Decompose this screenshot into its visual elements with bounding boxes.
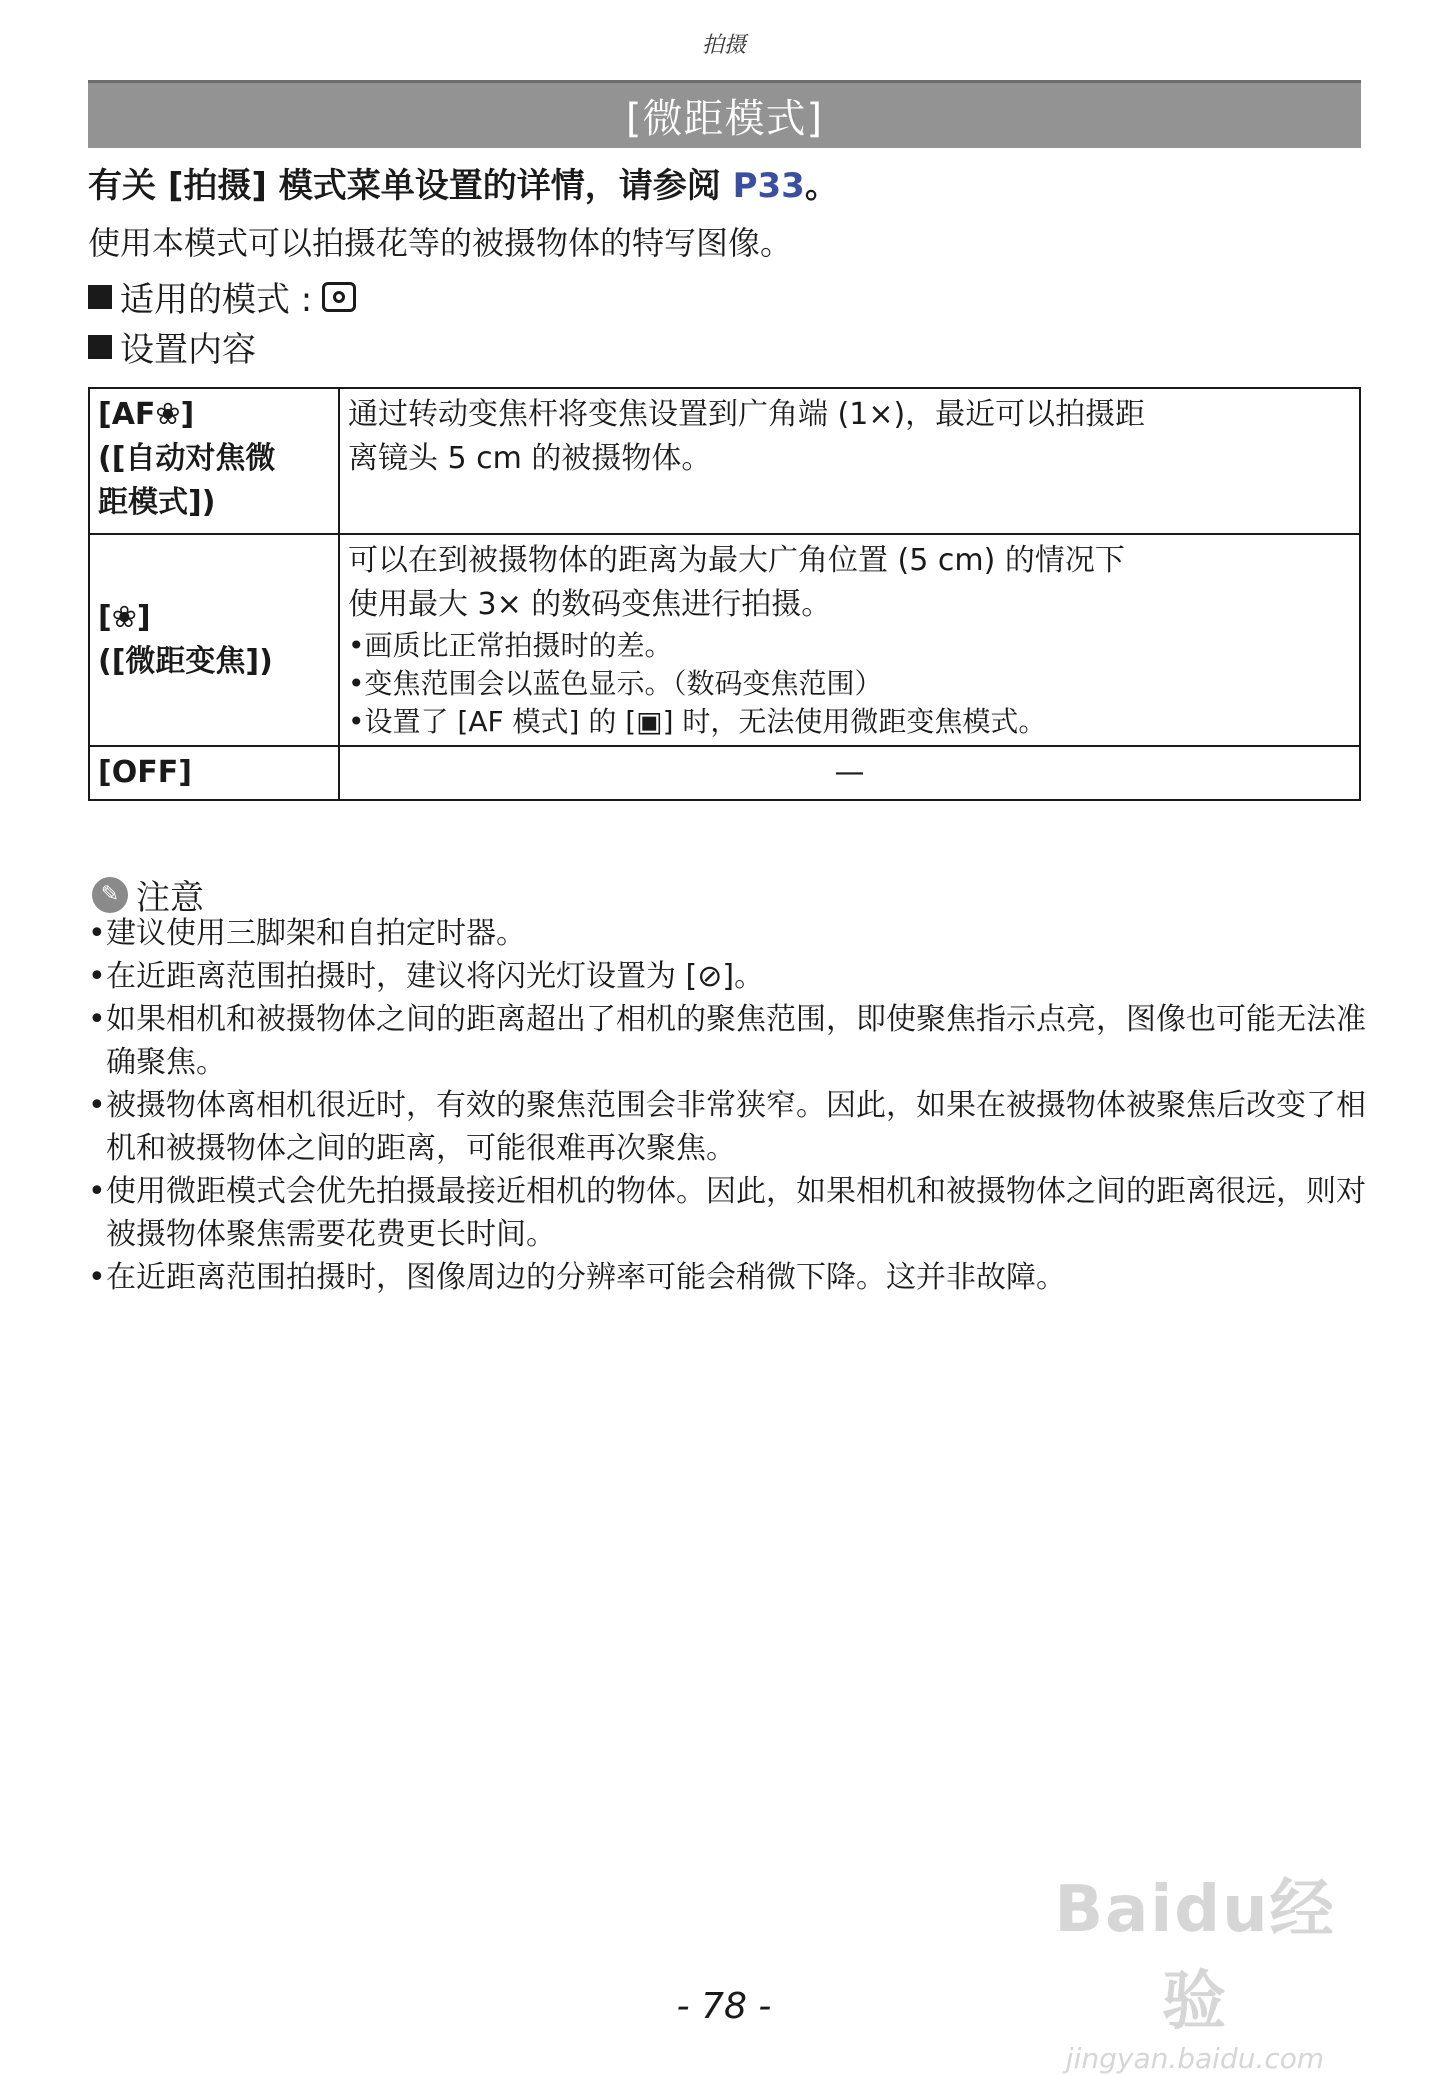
list-item: • 使用微距模式会优先拍摄最接近相机的物体。因此，如果相机和被摄物体之间的距离很远，则对被摄物体聚焦需要花费更长时间。 — [88, 1170, 1368, 1256]
setting-label-line: [AF❀] — [98, 397, 195, 432]
setting-label-cell — [89, 534, 339, 746]
pencil-icon: ✎ — [92, 877, 128, 913]
title-bar — [88, 80, 1361, 148]
reference-prefix: 有关 [拍摄] 模式菜单设置的详情，请参阅 — [88, 166, 733, 206]
table-row — [89, 746, 1360, 800]
setting-description-cell — [339, 534, 1360, 746]
setting-label-line: ([自动对焦微 — [98, 441, 276, 476]
setting-description-line: 可以在到被摄物体的距离为最大广角位置 (5 cm) 的情况下 — [348, 543, 1125, 578]
setting-label-cell — [89, 388, 339, 534]
applicable-modes — [88, 272, 356, 321]
page-title: [微距模式] — [625, 96, 824, 142]
reference-suffix: 。 — [804, 166, 839, 206]
square-bullet-icon — [88, 335, 112, 359]
list-item: • 在近距离范围拍摄时，建议将闪光灯设置为 [⊘]。 — [88, 955, 1368, 998]
setting-label-line: ([微距变焦]) — [98, 644, 273, 679]
setting-label-line: [OFF] — [98, 755, 192, 790]
setting-bullet: •设置了 [AF 模式] 的 [▣] 时，无法使用微距变焦模式。 — [348, 705, 1047, 738]
reference-line — [88, 158, 839, 207]
setting-description-cell — [339, 388, 1360, 534]
setting-description-cell — [339, 746, 1360, 800]
square-bullet-icon — [88, 285, 112, 309]
list-item: • 建议使用三脚架和自拍定时器。 — [88, 912, 1368, 955]
setting-description-line: 通过转动变焦杆将变焦设置到广角端 (1×)，最近可以拍摄距 — [348, 397, 1146, 432]
note-title: 注意 — [136, 878, 204, 918]
setting-bullet: •变焦范围会以蓝色显示。（数码变焦范围） — [348, 667, 883, 700]
camera-mode-icon — [322, 282, 356, 312]
table-row — [89, 534, 1360, 746]
page-link[interactable]: P33 — [732, 166, 805, 206]
watermark-logo: Baidu经验 — [1054, 1873, 1336, 2039]
table-row — [89, 388, 1360, 534]
setting-label-cell — [89, 746, 339, 800]
list-item: • 在近距离范围拍摄时，图像周边的分辨率可能会稍微下降。这并非故障。 — [88, 1256, 1368, 1299]
list-item: • 如果相机和被摄物体之间的距离超出了相机的聚焦范围，即使聚焦指示点亮，图像也可能无法准确聚焦。 — [88, 998, 1368, 1084]
settings-table — [88, 387, 1361, 801]
note-list — [88, 912, 1368, 1299]
watermark — [1030, 1858, 1360, 2075]
setting-bullet: •画质比正常拍摄时的差。 — [348, 629, 673, 662]
page-number: - 78 - — [676, 1986, 772, 2027]
settings-heading — [88, 322, 256, 371]
setting-description-line: 使用最大 3× 的数码变焦进行拍摄。 — [348, 587, 832, 622]
setting-description-line: — — [834, 755, 865, 790]
watermark-url: jingyan.baidu.com — [1065, 2042, 1325, 2075]
setting-label-line: 距模式]) — [98, 485, 216, 520]
section-header: 拍摄 — [701, 33, 746, 58]
setting-label-line: [❀] — [98, 600, 151, 635]
settings-heading-text: 设置内容 — [120, 330, 256, 370]
applicable-label: 适用的模式 : — [120, 280, 313, 320]
intro-text: 使用本模式可以拍摄花等的被摄物体的特写图像。 — [88, 224, 793, 262]
setting-description-line: 离镜头 5 cm 的被摄物体。 — [348, 441, 712, 476]
list-item: • 被摄物体离相机很近时，有效的聚焦范围会非常狭窄。因此，如果在被摄物体被聚焦后改变了相机和被摄物体之间的距离，可能很难再次聚焦。 — [88, 1084, 1368, 1170]
